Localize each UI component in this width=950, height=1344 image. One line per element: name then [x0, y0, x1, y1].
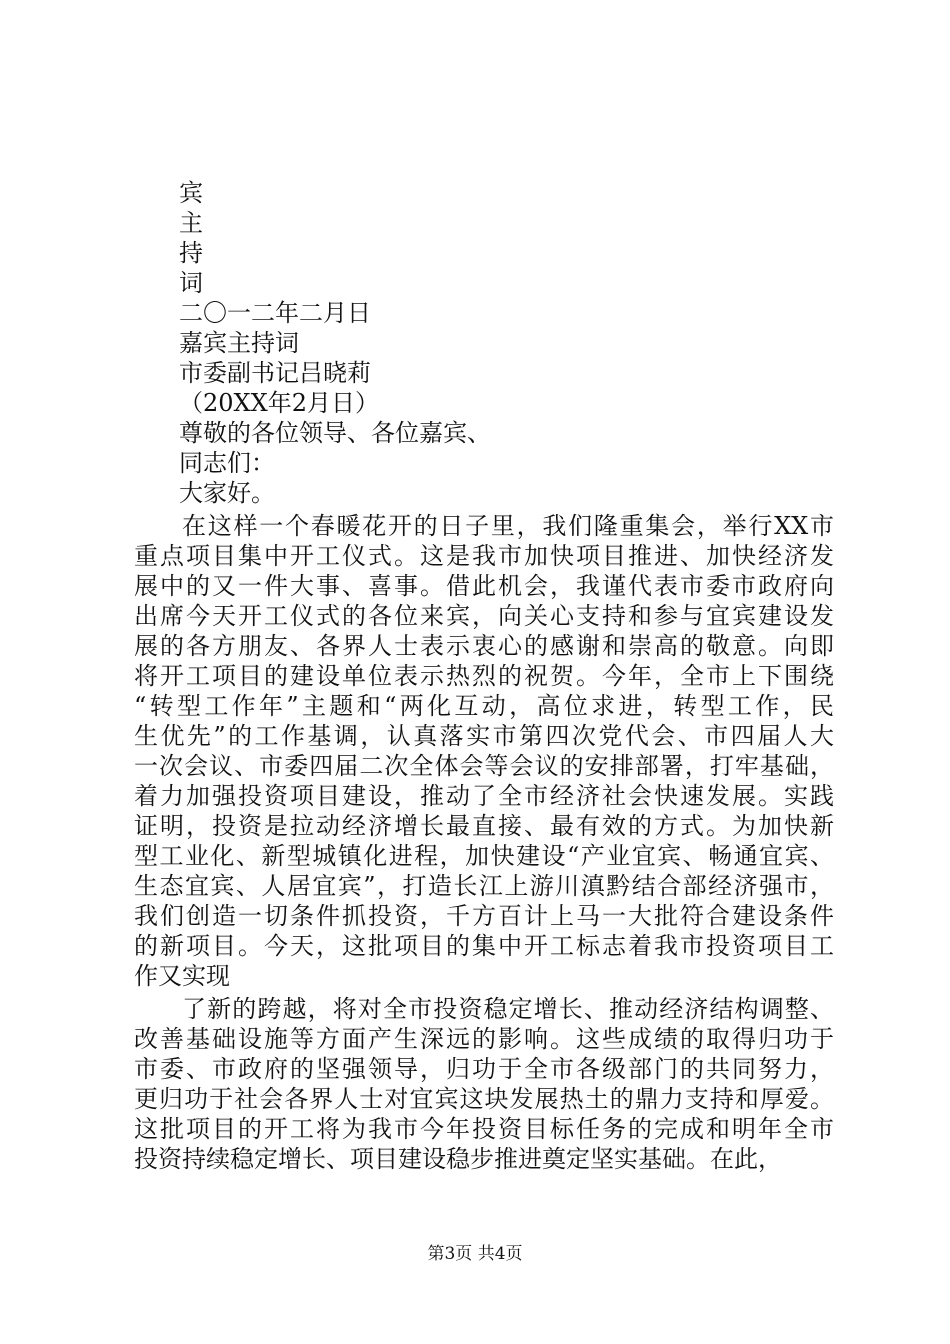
text-line: 生优先”的工作基调，认真落实市第四次党代会、市四届人大	[134, 722, 834, 750]
text-line: 二〇一二年二月日	[179, 299, 371, 327]
paragraph-2	[134, 994, 834, 1174]
text-line: 出席今天开工仪式的各位来宾，向关心支持和参与宜宾建设发	[134, 602, 834, 630]
text-line: 的新项目。今天，这批项目的集中开工标志着我市投资项目工	[134, 932, 834, 960]
text-line: 展中的又一件大事、喜事。借此机会，我谨代表市委市政府向	[134, 572, 834, 600]
text-line: 同志们：	[179, 449, 275, 477]
text-line: 主	[179, 209, 203, 237]
text-line: 改善基础设施等方面产生深远的影响。这些成绩的取得归功于	[134, 1025, 834, 1053]
text-line: 投资持续稳定增长、项目建设稳步推进奠定坚实基础。在此，	[134, 1145, 782, 1173]
document-heading	[134, 178, 834, 508]
text-line: 我们创造一切条件抓投资，千方百计上马一大批符合建设条件	[134, 902, 834, 930]
text-line: 生态宜宾、人居宜宾”，打造长江上游川滇黔结合部经济强市，	[134, 872, 834, 900]
page-number: 第3页 共4页	[427, 1244, 523, 1264]
text-line: 持	[179, 239, 203, 267]
text-line: 嘉宾主持词	[179, 329, 299, 357]
text-line: 展的各方朋友、各界人士表示衷心的感谢和崇高的敬意。向即	[134, 632, 834, 660]
text-line: （20XX年2月日）	[179, 389, 379, 417]
text-line: 一次会议、市委四届二次全体会等会议的安排部署，打牢基础，	[134, 752, 834, 780]
text-line: “转型工作年”主题和“两化互动，高位求进，转型工作，民	[134, 692, 834, 720]
text-line: 型工业化、新型城镇化进程，加快建设“产业宜宾、畅通宜宾、	[134, 842, 834, 870]
text-line: 重点项目集中开工仪式。这是我市加快项目推进、加快经济发	[134, 542, 834, 570]
text-line: 市委副书记吕晓莉	[179, 359, 371, 387]
text-line: 在这样一个春暖花开的日子里，我们隆重集会，举行XX市	[182, 512, 834, 540]
text-line: 词	[179, 269, 203, 297]
text-line: 更归功于社会各界人士对宜宾这块发展热土的鼎力支持和厚爱。	[134, 1085, 834, 1113]
text-line: 市委、市政府的坚强领导，归功于全市各级部门的共同努力，	[134, 1055, 834, 1083]
text-line: 这批项目的开工将为我市今年投资目标任务的完成和明年全市	[134, 1115, 834, 1143]
text-line: 证明，投资是拉动经济增长最直接、最有效的方式。为加快新	[134, 812, 834, 840]
text-line: 宾	[179, 179, 203, 207]
text-line: 作又实现	[134, 962, 230, 990]
paragraph-1	[134, 511, 834, 991]
text-line: 将开工项目的建设单位表示热烈的祝贺。今年，全市上下围绕	[134, 662, 834, 690]
text-line: 尊敬的各位领导、各位嘉宾、	[179, 419, 491, 447]
text-line: 着力加强投资项目建设，推动了全市经济社会快速发展。实践	[134, 782, 834, 810]
text-line: 了新的跨越，将对全市投资稳定增长、推动经济结构调整、	[182, 995, 834, 1023]
text-line: 大家好。	[179, 479, 275, 507]
